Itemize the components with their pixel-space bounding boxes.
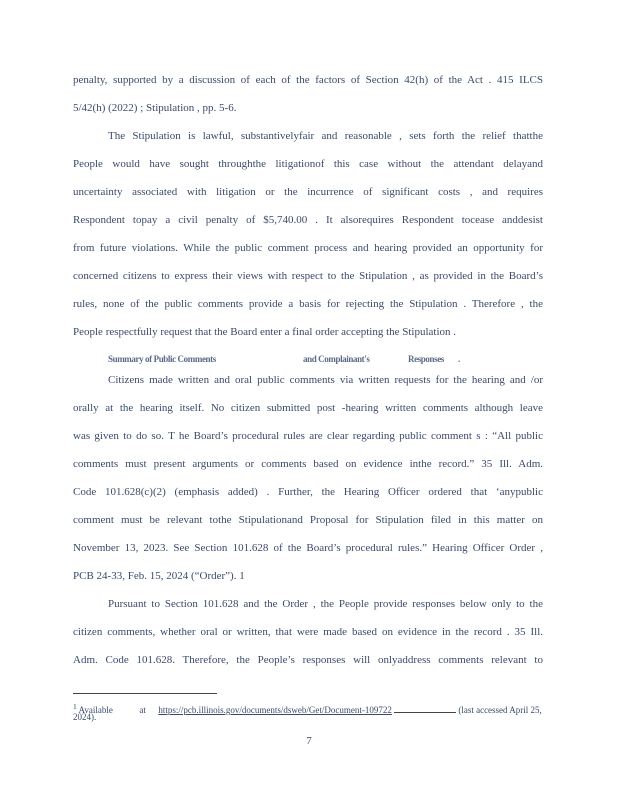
- footnote-line-2: 2024).: [73, 712, 97, 722]
- paragraph-1-line-2: 5/42(h) (2022) ; Stipulation , pp. 5-6.: [73, 102, 237, 114]
- footnote-marker: 1: [73, 702, 77, 711]
- paragraph-4-line-1: Pursuant to Section 101.628 and the Order , the People provide responses below only to the: [108, 598, 543, 610]
- paragraph-3-line-3: was given to do so. T he Board’s procedural rules are clear regarding public comment s : “All public: [73, 430, 543, 442]
- footnote-line-1: [73, 701, 542, 716]
- heading-part-3: Responses: [408, 354, 444, 364]
- paragraph-2-line-7: rules, none of the public comments provide a basis for rejecting the Stipulation . Therefore , the: [73, 298, 543, 310]
- paragraph-3-line-2: orally at the hearing itself. No citizen submitted post -hearing written comments although leave: [73, 402, 543, 414]
- paragraph-2-line-5: from future violations. While the public comment process and hearing provided an opportunity for: [73, 242, 543, 254]
- heading-part-2: and Complainant's: [303, 354, 370, 364]
- paragraph-3-line-7: November 13, 2023. See Section 101.628 of the Board’s procedural rules.” Hearing Officer Order ,: [73, 542, 543, 554]
- heading-part-1: Summary of Public Comments: [108, 354, 216, 364]
- paragraph-2-line-1: The Stipulation is lawful, substantivelyfair and reasonable , sets forth the relief thatthe: [108, 130, 543, 142]
- paragraph-4-line-2: citizen comments, whether oral or written, that were made based on evidence in the record . 35 Ill.: [73, 626, 543, 638]
- paragraph-2-line-8: People respectfully request that the Board enter a final order accepting the Stipulation .: [73, 326, 457, 338]
- paragraph-2-line-2: People would have sought throughthe litigationof this case without the attendant delayand: [73, 158, 543, 170]
- paragraph-2-line-3: uncertainty associated with litigation or the incurrence of significant costs , and requires: [73, 186, 543, 198]
- paragraph-3-line-4: comments must present arguments or comments based on evidence inthe record.” 35 Ill. Adm.: [73, 458, 543, 470]
- paragraph-3-line-8: PCB 24-33, Feb. 15, 2024 (“Order”). 1: [73, 570, 245, 582]
- paragraph-3-line-5: Code 101.628(c)(2) (emphasis added) . Further, the Hearing Officer ordered that ‘anypublic: [73, 486, 543, 498]
- page-number: 7: [306, 735, 312, 747]
- paragraph-3-line-1: Citizens made written and oral public comments via written requests for the hearing and /or: [108, 374, 543, 386]
- footnote-at: at: [139, 705, 146, 715]
- heading-part-4: .: [458, 354, 460, 364]
- paragraph-3-line-6: comment must be relevant tothe Stipulationand Proposal for Stipulation filed in this matter on: [73, 514, 543, 526]
- footnote-accessed: (last accessed April 25,: [458, 705, 542, 715]
- paragraph-1-line-1: penalty, supported by a discussion of each of the factors of Section 42(h) of the Act . 415 ILCS: [73, 74, 543, 86]
- paragraph-2-line-6: concerned citizens to express their views with respect to the Stipulation , as provided in the Board’s: [73, 270, 543, 282]
- footnote-available: Available: [78, 705, 113, 715]
- footnote-url-link[interactable]: https://pcb.illinois.gov/documents/dsweb/Get/Document-109722: [158, 705, 392, 715]
- footnote-separator: [73, 693, 217, 694]
- paragraph-4-line-3: Adm. Code 101.628. Therefore, the People’s responses will onlyaddress comments relevant to: [73, 654, 543, 666]
- paragraph-2-line-4: Respondent topay a civil penalty of $5,740.00 . It alsorequires Respondent tocease anddesist: [73, 214, 543, 226]
